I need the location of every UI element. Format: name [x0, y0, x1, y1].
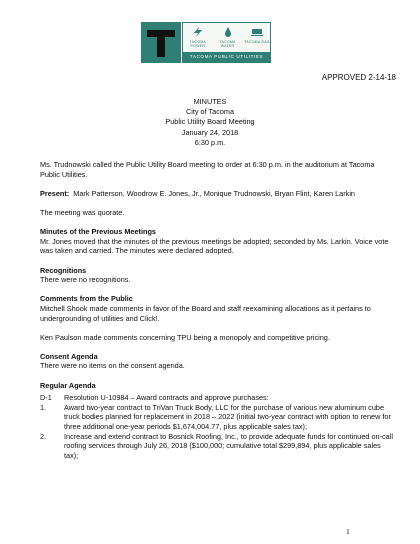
section-heading: Minutes of the Previous Meetings — [40, 227, 156, 237]
public-comments-section — [40, 294, 396, 323]
present-label: Present: — [40, 188, 70, 198]
document-body — [40, 160, 396, 460]
section-heading: Consent Agenda — [40, 351, 98, 361]
section-text: There were no items on the consent agenda. — [40, 361, 185, 371]
water-drop-icon — [221, 27, 235, 37]
header-board: Public Utility Board Meeting — [165, 117, 255, 127]
section-text: Mr. Jones moved that the minutes of the previous meetings be adopted; seconded by Ms. Larkin. Voice vote was taken and carried. The minutes were declared adopted. — [40, 236, 389, 256]
present-names: Mark Patterson, Woodrow E. Jones, Jr., Monique Trudnowski, Bryan Flint, Karen Larkin — [73, 188, 355, 198]
logo-column-water — [213, 23, 243, 53]
agenda-item-label: D-1 — [40, 393, 52, 403]
section-heading: Recognitions — [40, 265, 87, 275]
opening-paragraph: Ms. Trudnowski called the Public Utility Board meeting to order at 6:30 p.m. in the auditorium at Tacoma Public Utilities. — [40, 160, 375, 179]
logo-column-label: TACOMA RAIL — [244, 40, 271, 44]
logo-column-power — [183, 23, 213, 53]
present-paragraph — [40, 189, 396, 199]
logo-column-rail — [242, 23, 272, 53]
logo-t-mark — [141, 22, 181, 63]
regular-agenda-section — [40, 381, 396, 461]
header-title: MINUTES — [193, 97, 227, 106]
section-heading: Regular Agenda — [40, 380, 96, 390]
quorate-paragraph: The meeting was quorate. — [40, 207, 125, 217]
section-heading: Comments from the Public — [40, 294, 133, 304]
minutes-section — [40, 227, 396, 256]
page-number: 1 — [346, 527, 350, 536]
consent-agenda-section — [40, 352, 396, 371]
agenda-subitem — [40, 403, 396, 432]
recognitions-section — [40, 266, 396, 285]
subitem-number: 2. — [40, 431, 47, 441]
header-date: January 24, 2018 — [181, 127, 239, 137]
tacoma-public-utilities-logo — [141, 22, 271, 63]
header-org: City of Tacoma — [185, 107, 235, 117]
agenda-item-title: Resolution U-10984 – Award contracts and approve purchases: — [64, 393, 269, 403]
agenda-subitem — [40, 432, 396, 461]
header-time: 6:30 p.m. — [194, 137, 226, 147]
subitem-number: 1. — [40, 402, 47, 412]
document-header — [0, 97, 420, 148]
logo-column-label: TACOMA WATER — [219, 40, 236, 48]
lightning-bolt-icon — [191, 27, 205, 37]
subitem-text: Increase and extend contract to Bosnick Roofing, Inc., to provide adequate funds for continued on-call roofing services through July 26, 2018 ($100,000; cumulative total $299,894, plus applicable sales tax); — [64, 431, 393, 460]
logo-divisions — [182, 22, 271, 63]
approved-stamp: APPROVED 2-14-18 — [321, 73, 396, 82]
section-text: There were no recognitions. — [40, 275, 131, 285]
logo-column-label: TACOMA POWER — [189, 40, 206, 48]
section-text: Mitchell Shook made comments in favor of the Board and staff reexamining allocations as it pertains to undergrounding of utilities and Click!. — [40, 303, 371, 323]
subitem-text: Award two-year contract to TriVan Truck Body, LLC for the purchase of various new aluminum cube truck bodies planned for replacement in 2018 – 2022 (initial two-year contract with option to renew for three additional one-year periods $1,674,004.77, plus applicable sales tax); — [64, 402, 391, 432]
agenda-item — [40, 393, 396, 403]
rail-icon — [250, 27, 264, 37]
section-text: Ken Paulson made comments concerning TPU being a monopoly and competitive pricing. — [40, 332, 330, 342]
logo-band-text: TACOMA PUBLIC UTILITIES — [183, 52, 270, 62]
